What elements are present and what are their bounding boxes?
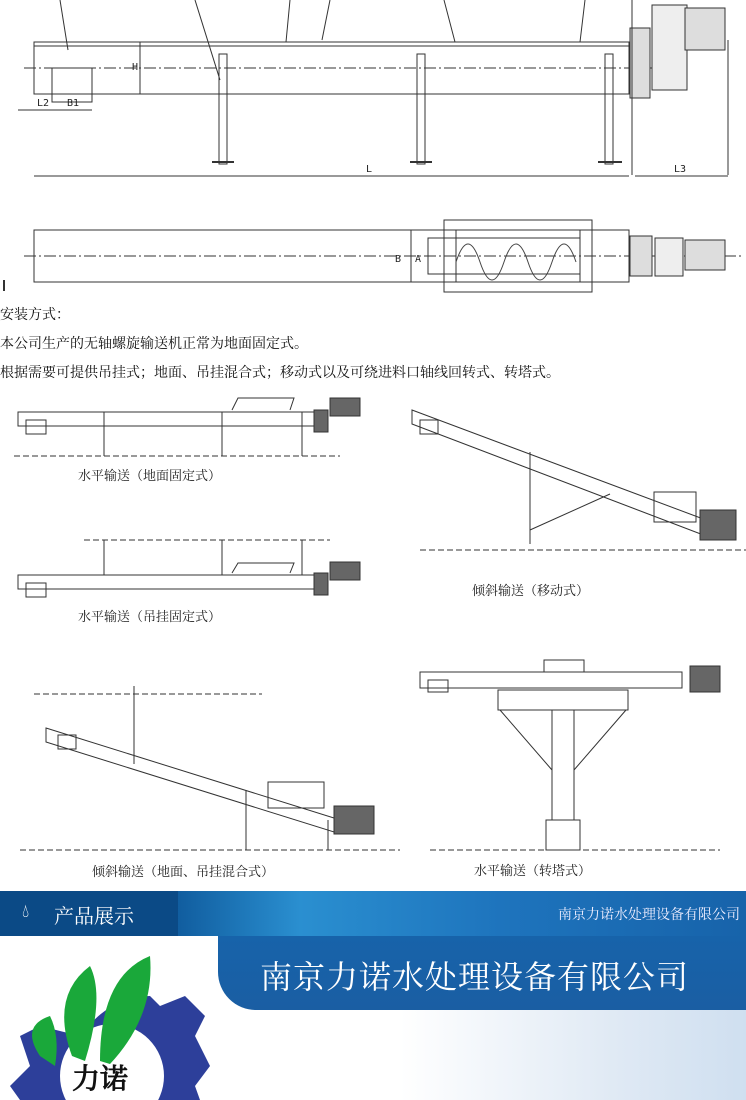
banner-title-panel	[218, 936, 746, 1010]
dim-L2: L2	[37, 98, 50, 109]
install-line-1: 本公司生产的无轴螺旋输送机正常为地面固定式。	[0, 336, 308, 352]
diagram-horizontal-turret	[420, 660, 720, 850]
diagram-inclined-mixed	[20, 686, 400, 850]
install-line-2: 根据需要可提供吊挂式；地面、吊挂混合式；移动式以及可绕进料口轴线回转式、转塔式。	[0, 365, 560, 381]
dim-A: A	[415, 254, 422, 265]
diagram-horizontal-ground	[14, 398, 360, 456]
banner-company-name: 南京力诺水处理设备有限公司	[260, 958, 690, 996]
caption-horizontal-ground: 水平输送（地面固定式）	[78, 469, 222, 484]
side-view-drawing	[18, 0, 728, 176]
caption-inclined-mobile: 倾斜输送（移动式）	[472, 584, 590, 599]
caption-horizontal-hanging: 水平输送（吊挂固定式）	[78, 610, 222, 625]
dim-B1: B1	[67, 98, 80, 109]
water-drop-icon: 💧︎	[22, 901, 30, 922]
caption-inclined-mixed: 倾斜输送（地面、吊挂混合式）	[92, 865, 275, 880]
logo-text: 力诺	[72, 1062, 129, 1095]
company-logo	[0, 936, 220, 1100]
dim-L: L	[366, 164, 373, 175]
dim-L3: L3	[674, 164, 687, 175]
diagram-inclined-mobile	[412, 410, 746, 550]
caption-horizontal-turret: 水平输送（转塔式）	[474, 864, 592, 879]
install-heading: 安装方式：	[0, 307, 70, 323]
dim-H: H	[132, 62, 139, 73]
top-view-drawing	[4, 220, 744, 292]
diagram-horizontal-hanging	[18, 540, 360, 597]
section-title: 产品展示	[54, 904, 134, 928]
section-bar	[0, 891, 746, 936]
dim-B: B	[395, 254, 402, 265]
section-company: 南京力诺水处理设备有限公司	[558, 907, 740, 923]
